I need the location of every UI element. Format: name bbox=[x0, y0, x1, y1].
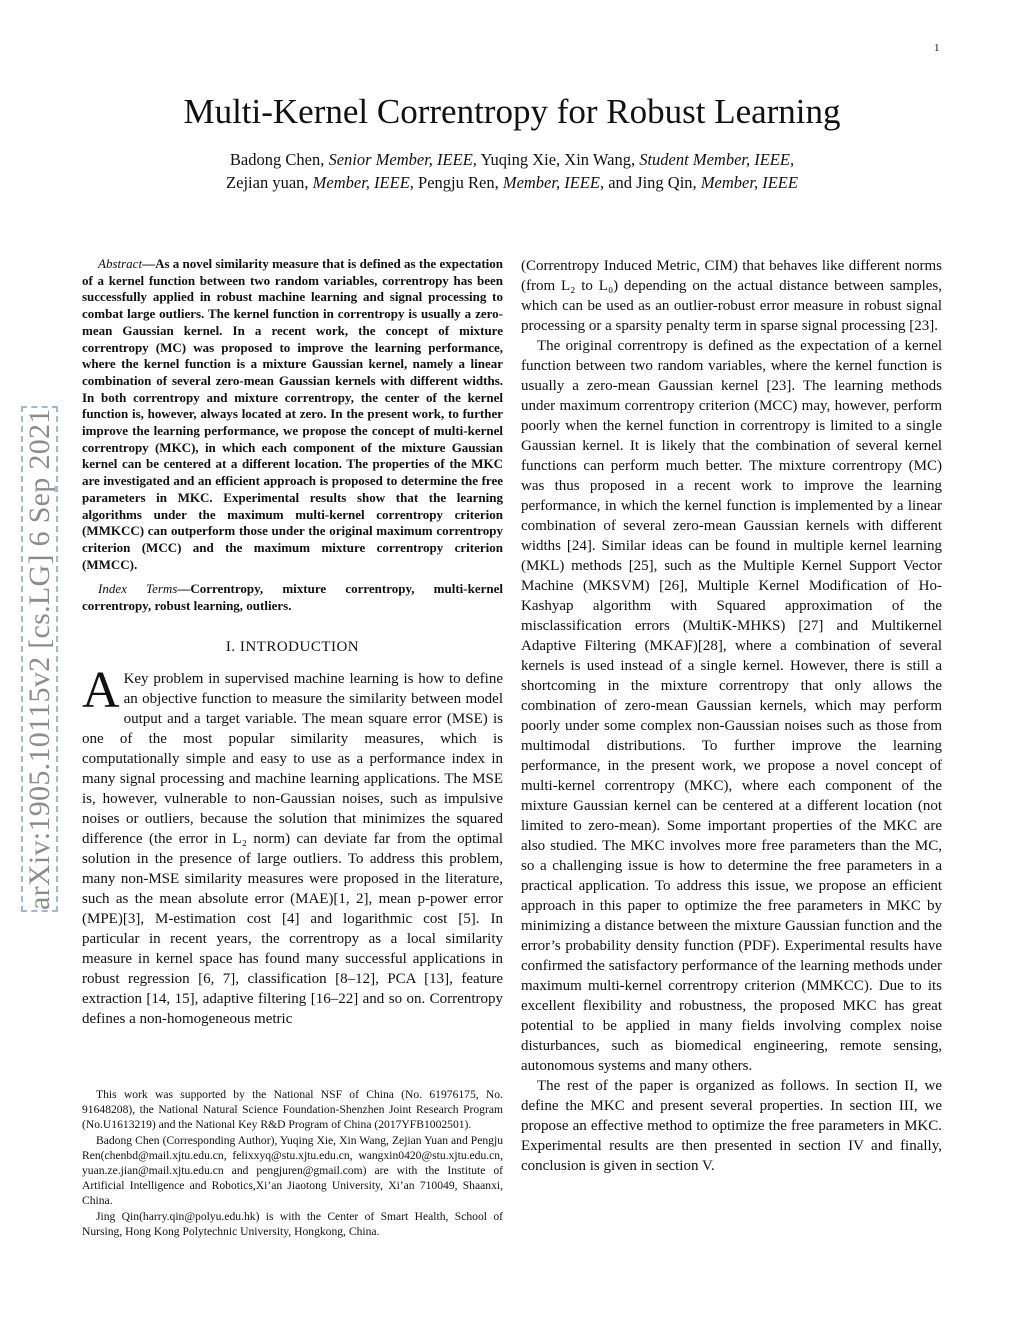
index-terms-lead: Index Terms bbox=[98, 581, 178, 597]
intro-paragraph bbox=[82, 661, 503, 1029]
author-role: Member, IEEE bbox=[700, 173, 798, 192]
author-role: Member, IEEE, bbox=[502, 173, 605, 192]
section-heading-introduction: I. INTRODUCTION bbox=[225, 638, 360, 655]
paragraph: (Correntropy Induced Metric, CIM) that behaves like different norms (from L₂ to L₀) depending on the actual distance between samples, which can be used as an outlier-robust error measure in robust signal processing or a sparsity penalty term in sparse signal processing [23]. bbox=[521, 258, 942, 334]
introduction bbox=[82, 661, 503, 1029]
footnotes bbox=[82, 1087, 503, 1239]
left-column bbox=[82, 256, 503, 1029]
author-list bbox=[0, 148, 1024, 194]
index-terms-text: —Correntropy, mixture correntropy, multi-kernel correntropy, robust learning, outliers. bbox=[82, 581, 504, 614]
paragraph: The rest of the paper is organized as follows. In section II, we define the MKC and present several properties. In section III, we propose an effective method to optimize the free parameters in MKC. Experimental results are then presented in section IV and finally, conclusion is given in section V. bbox=[521, 1078, 942, 1174]
page-number: 1 bbox=[934, 42, 940, 54]
author-name: Zejian yuan, bbox=[226, 173, 309, 192]
arxiv-stamp-text[interactable]: arXiv:1905.10115v2 [cs.LG] 6 Sep 2021 bbox=[23, 408, 56, 910]
author-name: Yuqing Xie, Xin Wang, bbox=[480, 150, 636, 169]
author-role: Student Member, IEEE, bbox=[639, 150, 795, 169]
author-role: Member, IEEE, bbox=[312, 173, 414, 192]
arxiv-stamp[interactable] bbox=[20, 340, 60, 910]
paper-title: Multi-Kernel Correntropy for Robust Learning bbox=[183, 92, 841, 131]
author-name: and Jing Qin, bbox=[608, 173, 697, 192]
abstract bbox=[82, 256, 503, 573]
abstract-text: —As a novel similarity measure that is defined as the expectation of a kernel function between two random variables, correntropy has been successfully applied in robust machine learning and signal processing to combat large outliers. The kernel function in correntropy is usually a zero-mean Gaussian kernel. In a recent work, the concept of mixture correntropy (MC) was proposed to improve the learning performance, where the kernel function is a mixture Gaussian kernel, namely a linear combination of several zero-mean Gaussian kernels with different widths. In both correntropy and mixture correntropy, the center of the kernel function is, however, always located at zero. In the present work, to further improve the learning performance, we propose the concept of multi-kernel correntropy (MKC), in which each component of the mixture Gaussian kernel can be centered at a different location. The properties of the MKC are investigated and an efficient approach is proposed to determine the free parameters in MKC. Experimental results show that the learning algorithms under the maximum multi-kernel correntropy criterion (MMKCC) can outperform those under the original maximum correntropy criterion (MCC) and the maximum mixture correntropy criterion (MMCC). bbox=[82, 256, 503, 572]
right-column bbox=[521, 256, 942, 1176]
author-line-1 bbox=[0, 148, 1024, 171]
author-name: Badong Chen, bbox=[229, 150, 325, 169]
drop-cap: A bbox=[82, 661, 120, 719]
footnote-affiliation-1: Badong Chen (Corresponding Author), Yuqing Xie, Xin Wang, Zejian Yuan and Pengju Ren(chenbd@mail.xjtu.edu.cn, felixxyq@stu.xjtu.edu.cn, wangxin0420@stu.xjtu.edu.cn, yuan.ze.jian@mail.xjtu.edu.cn and pengjuren@gmail.com) are with the Institute of Artificial Intelligence and Robotics,Xi’an Jiaotong University, Xi’an 710049, Shaanxi, China. bbox=[82, 1133, 503, 1208]
footnote-funding: This work was supported by the National NSF of China (No. 61976175, No. 91648208), the National Natural Science Foundation-Shenzhen Joint Research Program (No.U1613219) and the National Key R&D Program of China (2017YFB1002501). bbox=[82, 1088, 503, 1132]
author-role: Senior Member, IEEE, bbox=[328, 150, 477, 169]
footnote-affiliation-2: Jing Qin(harry.qin@polyu.edu.hk) is with the Center of Smart Health, School of Nursing, Hong Kong Polytechnic University, Hongkong, China. bbox=[82, 1209, 503, 1238]
author-name: Pengju Ren, bbox=[418, 173, 499, 192]
intro-paragraph-text: Key problem in supervised machine learning is how to define an objective function to measure the similarity between model output and a target variable. The mean square error (MSE) is one of the most popular similarity measures, which is computationally simple and easy to use as a performance index in many signal processing and machine learning applications. The MSE is, however, vulnerable to non-Gaussian noises, such as impulsive noises or outliers, because the solution that minimizes the squared difference (the error in L₂ norm) can deviate far from the optimal solution in the presence of large outliers. To address this problem, many non-MSE similarity measures were proposed in the literature, such as the mean absolute error (MAE)[1, 2], mean p-power error (MPE)[3], M-estimation cost [4] and logarithmic cost [5]. In particular in recent years, the correntropy as a local similarity measure in kernel space has found many successful applications in robust regression [6, 7], classification [8–12], PCA [13], feature extraction [14, 15], adaptive filtering [16–22] and so on. Correntropy defines a non-homogeneous metric bbox=[82, 670, 503, 1027]
index-terms bbox=[82, 581, 503, 614]
author-line-2 bbox=[0, 171, 1024, 194]
abstract-lead: Abstract bbox=[98, 256, 143, 271]
paragraph: The original correntropy is defined as the expectation of a kernel function between two random variables, where the kernel function is usually a zero-mean Gaussian kernel [23]. The learning methods under maximum correntropy criterion (MCC) may, however, perform poorly when the kernel function in correntropy is limited to a single Gaussian kernel. It is likely that the combination of several kernel functions can perform much better. The mixture correntropy (MC) was thus proposed in a recent work to improve the learning performance, in which the kernel function is implemented by a linear combination of several zero-mean Gaussian kernels with different widths [24]. Similar ideas can be found in multiple kernel learning (MKL) methods [25], such as the Multiple Kernel Support Vector Machine (MKSVM) [26], Multiple Kernel Modification of Ho-Kashyap algorithm with Squared approximation of the misclassification errors (MultiK-MHKS) [27] and Multikernel Adaptive Filtering (MKAF)[28], where a combination of several kernels is used instead of a single kernel. However, there is still a shortcoming in the mixture correntropy that only allows the combination of zero-mean Gaussian kernels, which may perform poorly under some complex non-Gaussian noises such as those from multimodal distributions. To further improve the learning performance, in the present work, we propose a novel concept of multi-kernel correntropy (MKC), where each component of the mixture Gaussian kernel can be centered at a different location (not limited to zero-mean). Some important properties of the MKC are also studied. The MKC involves more free parameters than the MC, so a challenging issue is how to determine the free parameters in a practical application. To address this issue, we propose an efficient approach in this paper to optimize the free parameters in MKC by minimizing a distance between the mixture Gaussian function and the error’s probability density function (PDF). Experimental results have confirmed the satisfactory performance of the learning methods under maximum multi-kernel correntropy criterion (MMKCC). Due to its excellent flexibility and robustness, the proposed MKC has great potential to be applied in many fields involving complex noise disturbances, such as biomedical engineering, remote sensing, autonomous systems and many others. bbox=[521, 338, 942, 1074]
